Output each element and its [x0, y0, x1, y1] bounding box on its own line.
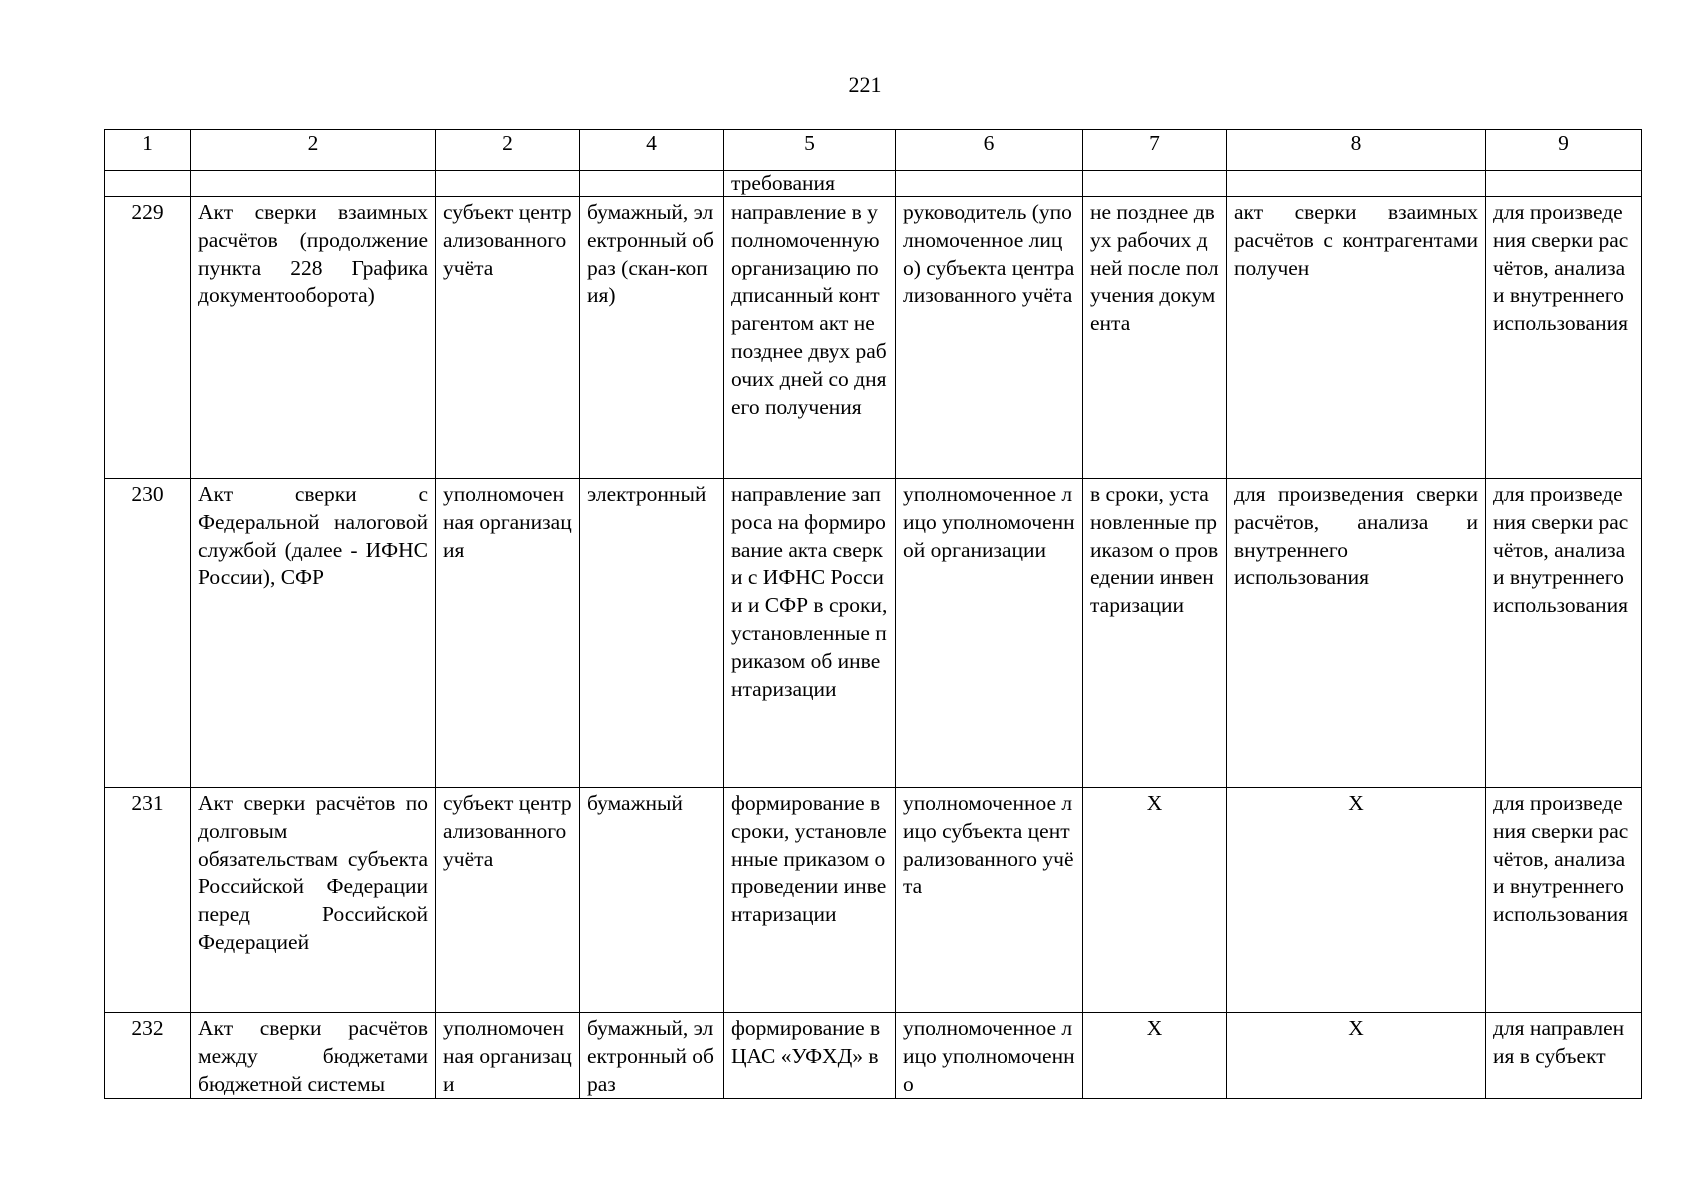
responsible-entity-cell: субъект централизованного учёта: [436, 197, 580, 479]
table-row: [105, 788, 1642, 1013]
table-row: [105, 197, 1642, 479]
action-cell: формирование в ЦАС «УФХД» в: [724, 1013, 896, 1099]
responsible-person-cell: уполномоченное лицо субъекта централизованного учёта: [896, 788, 1083, 1013]
format-cell: электронный: [580, 479, 724, 788]
row-number: 230: [105, 479, 191, 788]
continuation-row: [105, 171, 1642, 197]
action-cell: направление в уполномоченную организацию подписанный контрагентом акт не позднее двух рабочих дней со дня его получения: [724, 197, 896, 479]
table-row: [105, 479, 1642, 788]
deadline-cell: Х: [1083, 1013, 1227, 1099]
action-cell: формирование в сроки, установленные приказом о проведении инвентаризации: [724, 788, 896, 1013]
purpose-cell: для произведения сверки расчётов, анализа и внутреннего использования: [1486, 197, 1642, 479]
column-header: 5: [724, 130, 896, 171]
table-row: [105, 1013, 1642, 1099]
column-header: 4: [580, 130, 724, 171]
row-number: 231: [105, 788, 191, 1013]
column-header: 8: [1227, 130, 1486, 171]
document-name-cell: Акт сверки взаимных расчётов (продолжение пункта 228 Графика документооборота): [191, 197, 436, 479]
action-cell: направление запроса на формирование акта сверки с ИФНС России и СФР в сроки, установленные приказом об инвентаризации: [724, 479, 896, 788]
table-cell: [1083, 171, 1227, 197]
purpose-cell: для произведения сверки расчётов, анализа и внутреннего использования: [1486, 788, 1642, 1013]
table-cell: [105, 171, 191, 197]
column-header: 7: [1083, 130, 1227, 171]
deadline-cell: в сроки, установленные приказом о проведении инвентаризации: [1083, 479, 1227, 788]
row-number: 232: [105, 1013, 191, 1099]
column-header: 1: [105, 130, 191, 171]
table-cell: [1486, 171, 1642, 197]
document-name-cell: Акт сверки с Федеральной налоговой службой (далее - ИФНС России), СФР: [191, 479, 436, 788]
format-cell: бумажный, электронный образ (скан-копия): [580, 197, 724, 479]
deadline-cell: не позднее двух рабочих дней после получения документа: [1083, 197, 1227, 479]
row-number: 229: [105, 197, 191, 479]
responsible-entity-cell: уполномоченная организаци: [436, 1013, 580, 1099]
column-header: 9: [1486, 130, 1642, 171]
format-cell: бумажный, электронный образ: [580, 1013, 724, 1099]
responsible-person-cell: уполномоченное лицо уполномоченной организации: [896, 479, 1083, 788]
purpose-cell: для произведения сверки расчётов, анализа и внутреннего использования: [1486, 479, 1642, 788]
responsible-entity-cell: уполномоченная организация: [436, 479, 580, 788]
page-number: 221: [848, 72, 882, 97]
table-cell: [191, 171, 436, 197]
table-cell: [436, 171, 580, 197]
document-name-cell: Акт сверки расчётов по долговым обязательствам субъекта Российской Федерации перед Российской Федерацией: [191, 788, 436, 1013]
table-cell: [1227, 171, 1486, 197]
column-header: 6: [896, 130, 1083, 171]
column-header: 2: [191, 130, 436, 171]
result-cell: для произведения сверки расчётов, анализа и внутреннего использования: [1227, 479, 1486, 788]
table-cell: [896, 171, 1083, 197]
purpose-cell: для направления в субъект: [1486, 1013, 1642, 1099]
document-name-cell: Акт сверки расчётов между бюджетами бюджетной системы: [191, 1013, 436, 1099]
table-cell: [580, 171, 724, 197]
result-cell: Х: [1227, 788, 1486, 1013]
responsible-person-cell: уполномоченное лицо уполномоченно: [896, 1013, 1083, 1099]
responsible-entity-cell: субъект централизованного учёта: [436, 788, 580, 1013]
document-table: [104, 129, 1642, 1099]
format-cell: бумажный: [580, 788, 724, 1013]
table-cell: требования: [724, 171, 896, 197]
result-cell: акт сверки взаимных расчётов с контрагентами получен: [1227, 197, 1486, 479]
table-header-row: [105, 130, 1642, 171]
responsible-person-cell: руководитель (уполномоченное лицо) субъекта централизованного учёта: [896, 197, 1083, 479]
deadline-cell: Х: [1083, 788, 1227, 1013]
result-cell: Х: [1227, 1013, 1486, 1099]
column-header: 2: [436, 130, 580, 171]
